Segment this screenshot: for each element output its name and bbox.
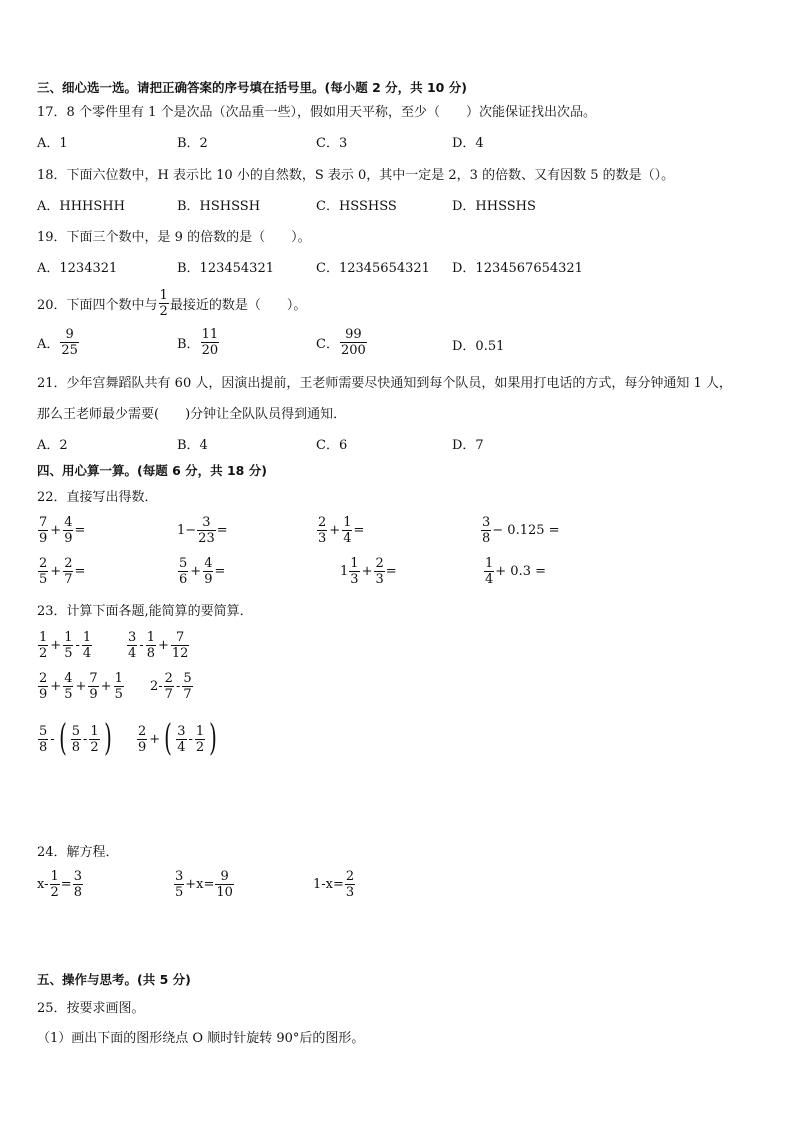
left-paren: ( xyxy=(164,718,173,759)
numerator: 1 xyxy=(159,288,168,303)
denominator: 9 xyxy=(89,687,98,702)
denominator: 10 xyxy=(216,885,233,900)
denominator: 5 xyxy=(114,687,123,702)
q20-option-c xyxy=(316,327,368,358)
q21-option-a: A．2 xyxy=(37,438,68,453)
right-paren: ) xyxy=(103,718,112,759)
numerator: 7 xyxy=(171,630,190,646)
denominator: 25 xyxy=(61,343,78,358)
q22-expr-5 xyxy=(37,556,85,587)
right-paren: ) xyxy=(209,718,218,759)
question-25-title: 25．按要求画图。 xyxy=(37,1001,145,1016)
q20-option-d: D．0.51 xyxy=(452,339,505,354)
numerator: 2 xyxy=(64,556,73,571)
q20-option-b xyxy=(177,327,220,358)
tail: + 0.3 = xyxy=(495,564,547,579)
q23-expr-1 xyxy=(37,630,93,661)
section-3-heading: 三、细心选一选。请把正确答案的序号填在括号里。(每小题 2 分，共 10 分) xyxy=(37,80,467,95)
numerator: 9 xyxy=(215,869,234,885)
denominator: 8 xyxy=(482,531,491,546)
numerator: 3 xyxy=(197,515,216,531)
numerator: 3 xyxy=(175,869,184,884)
denominator: 9 xyxy=(39,531,48,546)
q23-expr-4 xyxy=(150,671,194,702)
question-17-stem: 17．8 个零件里有 1 个是次品（次品重一些），假如用天平称，至少（ ）次能保证找出次品。 xyxy=(37,105,596,120)
numerator: 3 xyxy=(482,515,491,530)
numerator: 1 xyxy=(39,630,48,645)
operator: + xyxy=(329,523,341,538)
denominator: 9 xyxy=(64,531,73,546)
q17-option-c: C．3 xyxy=(316,136,348,151)
numerator: 3 xyxy=(128,630,137,645)
denominator: 4 xyxy=(82,646,92,661)
q22-expr-1 xyxy=(37,515,85,546)
numerator: 1 xyxy=(146,630,155,645)
numerator: 2 xyxy=(39,556,48,571)
question-25-part-1: （1）画出下面的图形绕点 O 顺时针旋转 90°后的图形。 xyxy=(37,1031,365,1046)
q18-option-b: B．HSHSSH xyxy=(177,199,261,214)
numerator: 2 xyxy=(138,723,147,739)
section-5-heading: 五、操作与思考。(共 5 分) xyxy=(37,972,191,987)
operator: - xyxy=(50,731,55,747)
equals: = xyxy=(353,523,365,538)
operator: + xyxy=(149,731,161,747)
numerator: 3 xyxy=(177,723,186,739)
q18-option-c: C．HSSHSS xyxy=(316,199,397,214)
numerator: 7 xyxy=(39,515,48,530)
q19-option-b: B．123454321 xyxy=(177,261,274,276)
q22-expr-7 xyxy=(340,556,397,587)
denominator: 6 xyxy=(179,572,188,587)
q17-option-d: D．4 xyxy=(452,136,484,151)
numerator: 5 xyxy=(71,723,81,739)
equals: = xyxy=(74,564,86,579)
prefix: x- xyxy=(37,877,49,892)
operator: + xyxy=(157,638,169,653)
question-21-line-2: 那么王老师最少需要( )分钟让全队队员得到通知． xyxy=(37,407,347,422)
numerator: 1 xyxy=(90,723,99,739)
q20-stem-pre: 20．下面四个数中与 xyxy=(37,298,158,313)
question-20-stem xyxy=(37,288,306,319)
question-23-title: 23．计算下面各题,能简算的要简算． xyxy=(37,604,253,619)
denominator: 8 xyxy=(39,739,48,755)
denominator: 20 xyxy=(201,343,219,358)
numerator: 2 xyxy=(318,515,327,530)
numerator: 5 xyxy=(183,671,192,686)
operator: + xyxy=(50,638,62,653)
question-19-stem: 19．下面三个数中，是 9 的倍数的是（ ）。 xyxy=(37,230,311,245)
operator: - xyxy=(139,638,144,653)
denominator: 8 xyxy=(73,885,82,900)
denominator: 9 xyxy=(138,739,147,755)
numerator: 1 xyxy=(64,630,73,645)
q18-option-a: A．HHHSHH xyxy=(37,199,125,214)
prefix: 2- xyxy=(150,679,163,694)
denominator: 2 xyxy=(39,646,48,661)
denominator: 2 xyxy=(195,739,205,755)
equals: = xyxy=(74,523,86,538)
equals: = xyxy=(216,523,228,538)
numerator: 2 xyxy=(375,556,384,571)
numerator: 4 xyxy=(204,556,213,571)
q23-expr-3 xyxy=(37,671,125,702)
denominator: 7 xyxy=(64,572,73,587)
question-22-title: 22．直接写出得数． xyxy=(37,490,158,505)
q22-expr-3 xyxy=(316,515,364,546)
q23-expr-5 xyxy=(37,718,115,759)
q19-option-c: C．12345654321 xyxy=(316,261,430,276)
denominator: 4 xyxy=(485,572,494,587)
denominator: 12 xyxy=(171,646,189,661)
question-24-title: 24．解方程． xyxy=(37,845,119,860)
denominator: 3 xyxy=(350,572,359,587)
numerator: 1 xyxy=(114,671,123,686)
operator: - xyxy=(188,731,193,747)
section-4-heading: 四、用心算一算。(每题 6 分，共 18 分) xyxy=(37,463,267,478)
option-label: C． xyxy=(316,337,339,352)
q24-equation-2 xyxy=(173,869,235,900)
denominator: 2 xyxy=(159,304,168,319)
operator: - xyxy=(75,638,80,653)
denominator: 4 xyxy=(343,531,352,546)
denominator: 7 xyxy=(183,687,192,702)
denominator: 3 xyxy=(345,885,355,900)
denominator: 9 xyxy=(39,687,48,702)
left-paren: ( xyxy=(58,718,67,759)
q20-stem-post: 最接近的数是（ ）。 xyxy=(169,298,307,313)
option-label: B． xyxy=(177,337,200,352)
denominator: 3 xyxy=(318,531,327,546)
q18-option-d: D．HHSSHS xyxy=(452,199,536,214)
option-label: A． xyxy=(37,337,60,352)
q23-expr-2 xyxy=(126,630,190,661)
q20-option-a xyxy=(37,327,80,358)
q19-option-d: D．1234567654321 xyxy=(452,261,583,276)
prefix: 1-x= xyxy=(313,877,344,892)
operator: + xyxy=(100,679,112,694)
operator: + xyxy=(50,564,62,579)
denominator: 8 xyxy=(146,646,155,661)
denominator: 2 xyxy=(90,739,99,755)
numerator: 2 xyxy=(345,869,355,884)
numerator: 11 xyxy=(201,327,219,342)
q24-equation-1 xyxy=(37,869,84,900)
numerator: 9 xyxy=(60,327,79,343)
numerator: 99 xyxy=(340,327,367,343)
numerator: 3 xyxy=(73,869,82,884)
equals: = xyxy=(60,877,72,892)
q22-expr-4 xyxy=(480,515,560,546)
equals: = xyxy=(385,564,397,579)
denominator: 7 xyxy=(164,687,173,702)
q17-option-b: B．2 xyxy=(177,136,208,151)
q21-option-b: B．4 xyxy=(177,438,208,453)
numerator: 2 xyxy=(164,671,173,686)
denominator: 5 xyxy=(39,572,48,587)
denominator: 5 xyxy=(64,687,73,702)
q22-expr-6 xyxy=(177,556,225,587)
q21-option-c: C．6 xyxy=(316,438,348,453)
equals: = xyxy=(214,564,226,579)
prefix: 1− xyxy=(177,523,197,538)
denominator: 2 xyxy=(50,885,59,900)
q21-option-d: D．7 xyxy=(452,438,484,453)
denominator: 200 xyxy=(340,343,366,358)
operator: - xyxy=(175,679,181,694)
q19-option-a: A．1234321 xyxy=(37,261,118,276)
q20-half-fraction xyxy=(159,288,169,319)
q22-expr-8 xyxy=(483,556,546,587)
numerator: 1 xyxy=(350,556,359,571)
numerator: 4 xyxy=(64,671,73,686)
tail: − 0.125 = xyxy=(492,523,560,538)
whole-part: 1 xyxy=(340,564,349,579)
denominator: 3 xyxy=(375,572,384,587)
denominator: 5 xyxy=(175,885,184,900)
numerator: 2 xyxy=(39,671,48,686)
operator: - xyxy=(83,731,88,747)
operator: + xyxy=(75,679,87,694)
denominator: 4 xyxy=(177,739,186,755)
question-18-stem: 18．下面六位数中，H 表示比 10 小的自然数，S 表示 0，其中一定是 2，3 的倍数、又有因数 5 的数是（）。 xyxy=(37,168,675,183)
numerator: 7 xyxy=(89,671,98,686)
q24-equation-3 xyxy=(313,869,356,900)
q22-expr-2 xyxy=(177,515,228,546)
denominator: 23 xyxy=(198,531,215,546)
numerator: 1 xyxy=(485,556,494,571)
numerator: 1 xyxy=(343,515,352,530)
numerator: 1 xyxy=(50,869,59,884)
numerator: 5 xyxy=(39,723,48,739)
question-21-line-1: 21．少年宫舞蹈队共有 60 人，因演出提前，王老师需要尽快通知到每个队员，如果用打电话的方式，每分钟通知 1 人， xyxy=(37,376,732,391)
denominator: 9 xyxy=(204,572,213,587)
operator: + xyxy=(50,679,62,694)
numerator: 1 xyxy=(195,723,205,739)
numerator: 4 xyxy=(64,515,73,530)
middle: +x= xyxy=(185,877,215,892)
q17-option-a: A．1 xyxy=(37,136,68,151)
numerator: 5 xyxy=(179,556,188,571)
q23-expr-6 xyxy=(136,718,220,759)
operator: + xyxy=(190,564,202,579)
operator: + xyxy=(361,564,373,579)
operator: + xyxy=(50,523,62,538)
denominator: 5 xyxy=(64,646,73,661)
denominator: 4 xyxy=(128,646,137,661)
numerator: 1 xyxy=(82,630,92,645)
denominator: 8 xyxy=(71,739,81,755)
